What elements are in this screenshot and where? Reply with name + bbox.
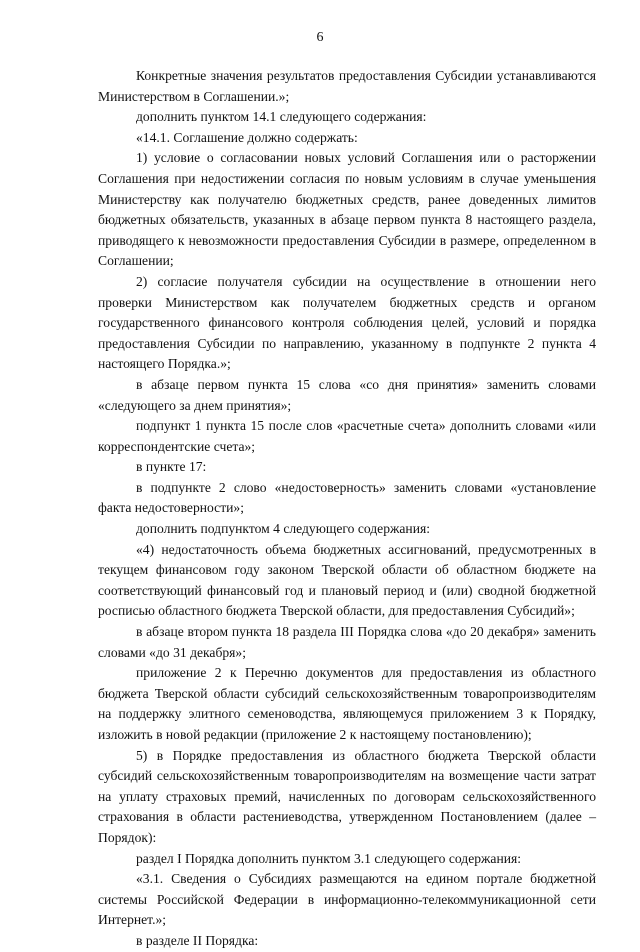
document-body: [98, 66, 596, 952]
paragraph: приложение 2 к Перечню документов для предоставления из областного бюджета Тверской области субсидий сельскохозяйственным товаропроизводителям на поддержку элитного семеноводства, являющемуся приложением 3 к Порядку, изложить в новой редакции (приложение 2 к настоящему постановлению);: [98, 665, 596, 742]
paragraph: «3.1. Сведения о Субсидиях размещаются на едином портале бюджетной системы Российской Федерации в информационно-телекоммуникационной сети Интернет.»;: [98, 871, 596, 928]
paragraph: 1) условие о согласовании новых условий Соглашения или о расторжении Соглашения при недостижении согласия по новым условиям в случае уменьшения Министерству как получателю бюджетных средств, ранее доведенных лимитов бюджетных обязательств, указанных в абзаце первом пункта 8 настоящего раздела, приводящего к невозможности предоставления Субсидии в размере, определенном в Соглашении;: [98, 150, 596, 269]
paragraph: Конкретные значения результатов предоставления Субсидии устанавливаются Министерством в Соглашении.»;: [98, 68, 596, 104]
paragraph: «14.1. Соглашение должно содержать:: [136, 129, 358, 145]
paragraph: подпункт 1 пункта 15 после слов «расчетные счета» дополнить словами «или корреспондентские счета»;: [98, 418, 596, 454]
paragraph: дополнить пунктом 14.1 следующего содержания:: [136, 109, 427, 125]
paragraph: в абзаце первом пункта 15 слова «со дня принятия» заменить словами «следующего за днем принятия»;: [98, 376, 596, 413]
paragraph: дополнить подпунктом 4 следующего содержания:: [136, 521, 431, 537]
paragraph: раздел I Порядка дополнить пунктом 3.1 следующего содержания:: [136, 850, 522, 866]
paragraph: 5) в Порядке предоставления из областного бюджета Тверской области субсидий сельскохозяйственным товаропроизводителям на возмещение части затрат на уплату страховых премий, начисленных по договорам сельскохозяйственного страхования в области растениеводства, утвержденном Постановлением (далее – Порядок):: [98, 747, 596, 845]
paragraph: в разделе II Порядка:: [136, 932, 259, 948]
paragraph: в пункте 17:: [136, 459, 207, 475]
paragraph: в абзаце втором пункта 18 раздела III Порядка слова «до 20 декабря» заменить словами «до 31 декабря»;: [98, 624, 596, 660]
page-number: 6: [316, 30, 324, 45]
paragraph: в подпункте 2 слово «недостоверность» заменить словами «установление факта недостоверности»;: [98, 479, 596, 516]
paragraph: 2) согласие получателя субсидии на осуществление в отношении него проверки Министерством как получателем бюджетных средств и органом государственного финансового контроля соблюдения целей, условий и порядка предоставления Субсидии по направлению, указанному в подпункте 2 пункта 4 настоящего Порядка.»;: [98, 273, 596, 372]
paragraph: «4) недостаточность объема бюджетных ассигнований, предусмотренных в текущем финансовом году законом Тверской области об областном бюджете на соответствующий финансовый год и плановый период и (или) сводной бюджетной росписью областного бюджета Тверской области, для предоставления Субсидий»;: [98, 541, 596, 619]
